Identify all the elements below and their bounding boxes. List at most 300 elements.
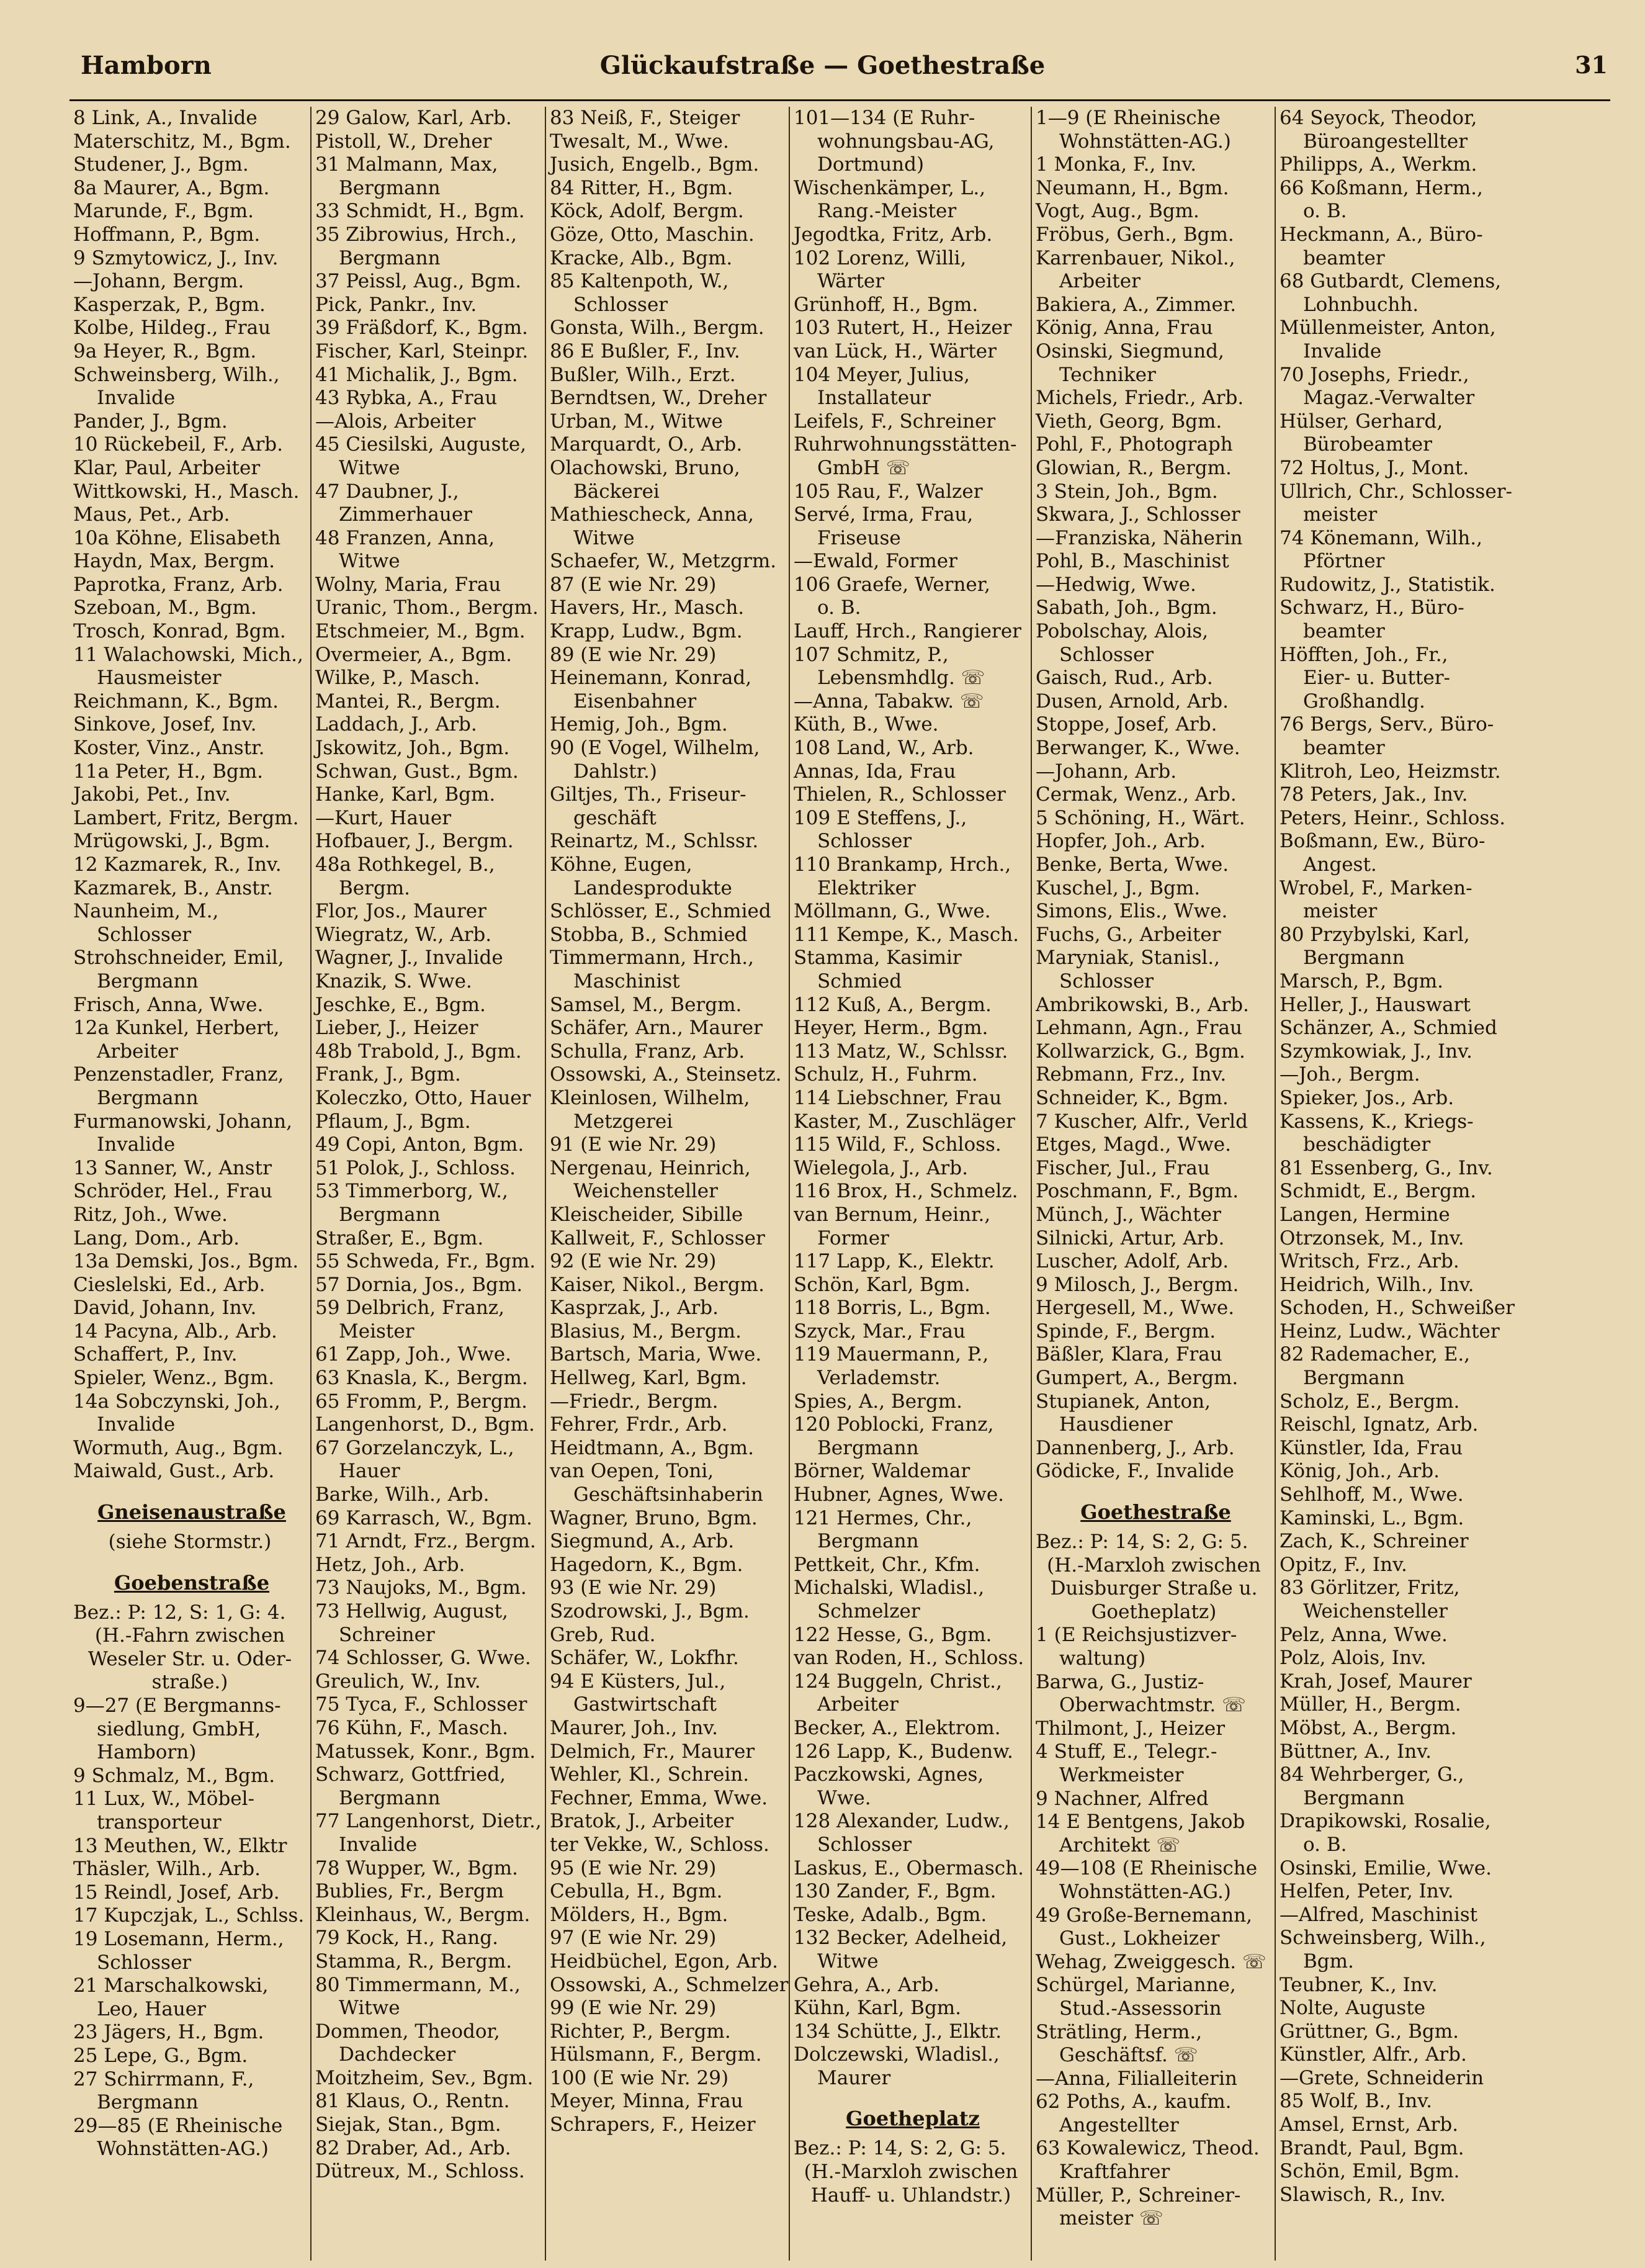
directory-entry: Zimmerhauer — [339, 503, 472, 526]
directory-entry: Schmied — [817, 970, 902, 992]
directory-entry: 65 Fromm, P., Bergm. — [315, 1390, 527, 1413]
directory-entry: Maschinist — [573, 970, 680, 992]
directory-entry: König, Anna, Frau — [1036, 317, 1213, 340]
directory-entry: Hoffmann, P., Bgm. — [73, 223, 261, 246]
directory-entry: 4 Stuff, E., Telegr.- — [1036, 1740, 1217, 1763]
directory-entry: Wischenkämper, L., — [794, 176, 986, 199]
column-5 — [1031, 107, 1276, 2261]
directory-entry: 103 Rutert, H., Heizer — [794, 317, 1012, 340]
directory-entry: 78 Peters, Jak., Inv. — [1280, 783, 1468, 806]
directory-entry: Kasperzak, P., Bgm. — [73, 293, 266, 316]
directory-entry: Heller, J., Hauswart — [1280, 993, 1471, 1016]
directory-entry: 106 Graefe, Werner, — [794, 573, 991, 596]
directory-entry: Großhandlg. — [1303, 690, 1425, 713]
directory-entry: Wehag, Zweiggesch. ☏ — [1036, 1950, 1266, 1973]
directory-entry: Kaster, M., Zuschläger — [794, 1110, 1015, 1133]
directory-entry: Twesalt, M., Wwe. — [550, 130, 729, 153]
directory-entry: Penzenstadler, Franz, — [73, 1063, 284, 1086]
directory-entry: Kaiser, Nikol., Bergm. — [550, 1273, 764, 1296]
directory-entry: Meister — [339, 1320, 415, 1343]
directory-entry: waltung) — [1059, 1647, 1146, 1670]
directory-entry: o. B. — [1303, 200, 1347, 223]
directory-entry: 92 (E wie Nr. 29) — [550, 1250, 717, 1273]
directory-entry: 74 Könemann, Wilh., — [1280, 526, 1482, 549]
directory-entry: Blasius, M., Bergm. — [550, 1320, 742, 1343]
directory-entry: Invalide — [97, 1413, 176, 1436]
directory-entry: 61 Zapp, Joh., Wwe. — [315, 1343, 511, 1366]
directory-entry: Friseuse — [817, 526, 901, 549]
directory-entry: Invalide — [97, 1133, 176, 1156]
directory-entry: Uranic, Thom., Bergm. — [315, 596, 539, 619]
directory-entry: Lohnbuchh. — [1303, 293, 1419, 316]
directory-entry: Berndtsen, W., Dreher — [550, 387, 767, 410]
street-heading: Gneisenaustraße — [97, 1500, 286, 1524]
directory-entry: Lang, Dom., Arb. — [73, 1226, 240, 1249]
directory-entry: Schweinsberg, Wilh., — [1280, 1927, 1486, 1950]
page-number: 31 — [1575, 51, 1608, 79]
directory-entry: Pick, Pankr., Inv. — [315, 293, 477, 316]
directory-entry: Metzgerei — [573, 1110, 673, 1133]
directory-entry: Amsel, Ernst, Arb. — [1280, 2113, 1459, 2136]
directory-entry: Landesprodukte — [573, 876, 732, 899]
directory-entry: Schröder, Hel., Frau — [73, 1180, 272, 1203]
directory-entry: Lieber, J., Heizer — [315, 1017, 478, 1040]
directory-entry: 14a Sobczynski, Joh., — [73, 1390, 280, 1413]
directory-entry: Bäßler, Klara, Frau — [1036, 1343, 1222, 1366]
directory-entry: Furmanowski, Johann, — [73, 1110, 292, 1133]
directory-entry: Wwe. — [817, 1786, 871, 1809]
directory-entry: Delmich, Fr., Maurer — [550, 1740, 755, 1763]
directory-entry: 8a Maurer, A., Bgm. — [73, 176, 270, 199]
directory-entry: Maus, Pet., Arb. — [73, 503, 230, 526]
directory-entry: 91 (E wie Nr. 29) — [550, 1133, 717, 1156]
directory-entry: Naunheim, M., — [73, 900, 219, 923]
directory-entry: Stud.-Assessorin — [1059, 1997, 1222, 2020]
directory-entry: beschädigter — [1303, 1133, 1431, 1156]
street-note: (H.-Marxloh zwischen — [804, 2161, 1018, 2184]
directory-entry: Elektriker — [817, 876, 916, 899]
directory-entry: Möllmann, G., Wwe. — [794, 900, 991, 923]
directory-entry: 9 Schmalz, M., Bgm. — [73, 1764, 276, 1787]
directory-entry: Schlosser — [1059, 970, 1154, 992]
directory-entry: 48a Rothkegel, B., — [315, 853, 495, 876]
directory-entry: —Franziska, Näherin — [1036, 526, 1243, 549]
directory-entry: 49—108 (E Rheinische — [1036, 1857, 1258, 1880]
directory-entry: Siejak, Stan., Bgm. — [315, 2113, 501, 2136]
directory-entry: 13 Meuthen, W., Elktr — [73, 1834, 287, 1857]
directory-entry: Kühn, Karl, Bgm. — [794, 1997, 962, 2020]
directory-entry: 83 Görlitzer, Fritz, — [1280, 1577, 1460, 1600]
directory-entry: Spieler, Wenz., Bgm. — [73, 1367, 275, 1390]
directory-entry: 126 Lapp, K., Budenw. — [794, 1740, 1013, 1763]
directory-entry: Schlosser — [97, 1951, 192, 1974]
directory-entry: wohnungsbau-AG, — [817, 130, 995, 153]
directory-entry: Witwe — [339, 456, 400, 479]
directory-entry: Klar, Paul, Arbeiter — [73, 456, 261, 479]
directory-entry: Witwe — [339, 1997, 400, 2020]
directory-entry: Bez.: P: 14, S: 2, G: 5. — [1036, 1531, 1248, 1554]
directory-entry: Etges, Magd., Wwe. — [1036, 1133, 1231, 1156]
directory-entry: Schäfer, Arn., Maurer — [550, 1017, 763, 1040]
directory-entry: Richter, P., Bergm. — [550, 2020, 731, 2043]
directory-entry: Hopfer, Joh., Arb. — [1036, 830, 1206, 853]
directory-entry: Mölders, H., Bgm. — [550, 1903, 728, 1926]
directory-entry: 72 Holtus, J., Mont. — [1280, 456, 1469, 479]
directory-entry: Mrügowski, J., Bgm. — [73, 830, 271, 853]
directory-entry: Kasprzak, J., Arb. — [550, 1297, 719, 1320]
directory-entry: Schön, Karl, Bgm. — [794, 1273, 970, 1296]
directory-entry: —Friedr., Bergm. — [550, 1390, 719, 1413]
directory-entry: 25 Lepe, G., Bgm. — [73, 2044, 248, 2067]
directory-entry: Heinemann, Konrad, — [550, 667, 752, 690]
directory-entry: Stoppe, Josef, Arb. — [1036, 713, 1217, 736]
directory-entry: Brandt, Paul, Bgm. — [1280, 2136, 1464, 2159]
directory-entry: Kaminski, L., Bgm. — [1280, 1506, 1464, 1529]
directory-entry: Stobba, B., Schmied — [550, 923, 748, 946]
directory-entry: 57 Dornia, Jos., Bgm. — [315, 1273, 523, 1296]
directory-entry: Cieslelski, Ed., Arb. — [73, 1273, 266, 1296]
directory-entry: Müller, P., Schreiner- — [1036, 2184, 1241, 2207]
directory-entry: Giltjes, Th., Friseur- — [550, 783, 746, 806]
directory-entry: 79 Kock, H., Rang. — [315, 1927, 498, 1950]
directory-entry: —Alois, Arbeiter — [315, 410, 476, 433]
directory-entry: Glowian, R., Bergm. — [1036, 456, 1232, 479]
column-1 — [69, 107, 310, 2261]
directory-entry: 114 Liebschner, Frau — [794, 1086, 1002, 1109]
directory-entry: Haydn, Max, Bergm. — [73, 550, 276, 573]
directory-entry: Olachowski, Bruno, — [550, 456, 740, 479]
directory-entry: Otrzonsek, M., Inv. — [1280, 1226, 1464, 1249]
directory-entry: Jegodtka, Fritz, Arb. — [794, 223, 993, 246]
directory-entry: Rang.-Meister — [817, 200, 957, 223]
directory-entry: 81 Klaus, O., Rentn. — [315, 2090, 510, 2113]
directory-entry: Künstler, Ida, Frau — [1280, 1436, 1463, 1459]
directory-entry: Invalide — [1303, 340, 1382, 362]
directory-entry: —Johann, Bergm. — [73, 270, 244, 293]
directory-entry: 84 Ritter, H., Bgm. — [550, 176, 733, 199]
directory-entry: Lehmann, Agn., Frau — [1036, 1017, 1242, 1040]
directory-entry: beamter — [1303, 246, 1385, 269]
directory-entry: Fischer, Jul., Frau — [1036, 1156, 1210, 1179]
directory-entry: Hubner, Agnes, Wwe. — [794, 1483, 1005, 1506]
directory-entry: 69 Karrasch, W., Bgm. — [315, 1506, 532, 1529]
directory-entry: Geschäftsinhaberin — [573, 1483, 763, 1506]
directory-entry: ter Vekke, W., Schloss. — [550, 1833, 769, 1856]
directory-entry: 76 Bergs, Serv., Büro- — [1280, 713, 1494, 736]
running-head-district: Hamborn — [81, 51, 212, 80]
directory-entry: —Anna, Tabakw. ☏ — [794, 690, 984, 713]
directory-entry: Becker, A., Elektrom. — [794, 1716, 1001, 1739]
directory-entry: Schürgel, Marianne, — [1036, 1974, 1236, 1997]
directory-entry: —Joh., Bergm. — [1280, 1063, 1420, 1086]
directory-entry: Siegmund, A., Arb. — [550, 1530, 735, 1553]
directory-entry: Fehrer, Frdr., Arb. — [550, 1413, 728, 1436]
directory-entry: 35 Zibrowius, Hrch., — [315, 223, 518, 246]
directory-entry: Schwarz, Gottfried, — [315, 1763, 506, 1786]
directory-entry: 85 Wolf, B., Inv. — [1280, 2090, 1432, 2113]
directory-entry: Wohnstätten-AG.) — [1059, 130, 1231, 153]
directory-entry: 73 Hellwig, August, — [315, 1600, 508, 1622]
directory-entry: König, Joh., Arb. — [1280, 1460, 1440, 1483]
directory-entry: Installateur — [817, 387, 931, 410]
directory-entry: geschäft — [573, 806, 657, 829]
directory-entry: Mathiescheck, Anna, — [550, 503, 754, 526]
directory-entry: Oberwachtmstr. ☏ — [1059, 1694, 1246, 1717]
directory-entry: 49 Große-Bernemann, — [1036, 1904, 1252, 1927]
directory-entry: Pettkeit, Chr., Kfm. — [794, 1553, 980, 1576]
directory-entry: 70 Josephs, Friedr., — [1280, 363, 1469, 386]
directory-entry: 122 Hesse, G., Bgm. — [794, 1623, 992, 1646]
directory-entry: Hülser, Gerhard, — [1280, 410, 1443, 433]
directory-entry: Heckmann, A., Büro- — [1280, 223, 1483, 246]
directory-entry: Arbeiter — [1059, 270, 1141, 293]
directory-entry: Jeschke, E., Bgm. — [315, 993, 486, 1016]
directory-entry: Lambert, Fritz, Bergm. — [73, 806, 299, 829]
directory-entry: Weichensteller — [1303, 1600, 1448, 1622]
directory-entry: 9—27 (E Bergmanns- — [73, 1694, 281, 1717]
street-heading: Goetheplatz — [846, 2107, 980, 2131]
directory-entry: Pohl, F., Photograph — [1036, 433, 1233, 456]
directory-entry: Bergmann — [817, 1436, 919, 1459]
directory-entry: —Ewald, Former — [794, 550, 957, 573]
directory-entry: van Roden, H., Schloss. — [794, 1647, 1024, 1670]
directory-entry: 21 Marschalkowski, — [73, 1974, 269, 1997]
directory-entry: Verlademstr. — [817, 1367, 941, 1390]
directory-entry: Weichensteller — [573, 1180, 718, 1203]
directory-entry: 109 E Steffens, J., — [794, 806, 967, 829]
directory-entry: 48 Franzen, Anna, — [315, 526, 495, 549]
directory-entry: 3 Stein, Joh., Bgm. — [1036, 480, 1218, 503]
directory-entry: Kuschel, J., Bgm. — [1036, 876, 1201, 899]
directory-entry: beamter — [1303, 737, 1385, 760]
directory-entry: Schwan, Gust., Bgm. — [315, 760, 519, 783]
directory-entry: Teubner, K., Inv. — [1280, 1973, 1438, 1996]
directory-entry: Straßer, E., Bgm. — [315, 1226, 484, 1249]
directory-entry: 1 (E Reichsjustizver- — [1036, 1624, 1237, 1647]
directory-entry: Stamma, R., Bergm. — [315, 1950, 513, 1973]
directory-entry: Hemig, Joh., Bgm. — [550, 713, 728, 736]
directory-entry: Hetz, Joh., Arb. — [315, 1553, 465, 1576]
directory-entry: 90 (E Vogel, Wilhelm, — [550, 737, 760, 760]
column-4 — [789, 107, 1032, 2261]
directory-entry: Greb, Rud. — [550, 1623, 656, 1646]
directory-entry: Thilmont, J., Heizer — [1036, 1717, 1226, 1740]
directory-entry: 1 Monka, F., Inv. — [1036, 153, 1197, 176]
directory-entry: Klitroh, Leo, Heizmstr. — [1280, 760, 1501, 783]
directory-entry: 5 Schöning, H., Wärt. — [1036, 806, 1245, 829]
directory-entry: Langenhorst, D., Bgm. — [315, 1413, 535, 1436]
directory-entry: 74 Schlosser, G. Wwe. — [315, 1647, 531, 1670]
directory-entry: Bergmann — [97, 1086, 199, 1109]
directory-entry: 45 Ciesilski, Auguste, — [315, 433, 527, 456]
directory-entry: Reichmann, K., Bgm. — [73, 690, 279, 713]
directory-entry: Thielen, R., Schlosser — [794, 783, 1006, 806]
directory-entry: 10 Rückebeil, F., Arb. — [73, 433, 283, 456]
directory-entry: Bergmann — [817, 1530, 919, 1553]
directory-entry: 10a Köhne, Elisabeth — [73, 526, 281, 549]
directory-entry: 73 Naujoks, M., Bgm. — [315, 1577, 527, 1600]
directory-entry: Invalide — [339, 1833, 418, 1856]
directory-entry: Kraftfahrer — [1059, 2161, 1170, 2184]
directory-entry: —Alfred, Maschinist — [1280, 1903, 1478, 1926]
street-note: Goetheplatz) — [1091, 1600, 1217, 1623]
directory-entry: Schmelzer — [817, 1600, 920, 1622]
directory-entry: 31 Malmann, Max, — [315, 153, 498, 176]
directory-entry: Servé, Irma, Frau, — [794, 503, 974, 526]
directory-entry: Ossowski, A., Steinsetz. — [550, 1063, 782, 1086]
directory-entry: Paczkowski, Agnes, — [794, 1763, 984, 1786]
directory-entry: Reischl, Ignatz, Arb. — [1280, 1413, 1479, 1436]
directory-entry: Heidtmann, A., Bgm. — [550, 1436, 754, 1459]
directory-entry: 134 Schütte, J., Elktr. — [794, 2020, 1002, 2043]
directory-entry: 113 Matz, W., Schlssr. — [794, 1040, 1008, 1063]
directory-entry: van Lück, H., Wärter — [794, 340, 997, 362]
directory-entry: 41 Michalik, J., Bgm. — [315, 363, 518, 386]
directory-entry: Fuchs, G., Arbeiter — [1036, 923, 1221, 946]
directory-entry: Thäsler, Wilh., Arb. — [73, 1858, 261, 1881]
directory-entry: Angestellter — [1059, 2113, 1179, 2136]
directory-entry: 110 Brankamp, Hrch., — [794, 853, 1011, 876]
directory-entry: Schaefer, W., Metzgrm. — [550, 550, 777, 573]
directory-entry: Annas, Ida, Frau — [794, 760, 956, 783]
directory-entry: Maiwald, Gust., Arb. — [73, 1460, 275, 1483]
directory-entry: 37 Peissl, Aug., Bgm. — [315, 270, 522, 293]
directory-entry: Wilke, P., Masch. — [315, 667, 480, 690]
directory-entry: 111 Kempe, K., Masch. — [794, 923, 1020, 946]
directory-entry: 13 Sanner, W., Anstr — [73, 1156, 272, 1179]
directory-entry: 97 (E wie Nr. 29) — [550, 1927, 717, 1950]
directory-entry: Writsch, Frz., Arb. — [1280, 1250, 1459, 1273]
directory-entry: Ruhrwohnungsstätten- — [794, 433, 1017, 456]
directory-entry: Langen, Hermine — [1280, 1203, 1450, 1226]
directory-entry: 53 Timmerborg, W., — [315, 1180, 508, 1203]
directory-entry: Müller, H., Bergm. — [1280, 1693, 1461, 1716]
directory-entry: 81 Essenberg, G., Inv. — [1280, 1156, 1493, 1179]
directory-entry: Ossowski, A., Schmelzer — [550, 1973, 789, 1996]
directory-entry: 93 (E wie Nr. 29) — [550, 1577, 717, 1600]
directory-entry: Schlösser, E., Schmied — [550, 900, 771, 923]
directory-entry: Fischer, Karl, Steinpr. — [315, 340, 529, 362]
directory-entry: Sinkove, Josef, Inv. — [73, 713, 257, 736]
directory-entry: Simons, Elis., Wwe. — [1036, 900, 1228, 923]
directory-entry: Pflaum, J., Bgm. — [315, 1110, 471, 1133]
directory-entry: 1—9 (E Rheinische — [1036, 107, 1221, 129]
directory-entry: 117 Lapp, K., Elektr. — [794, 1250, 995, 1273]
directory-entry: Schlosser — [1059, 643, 1154, 666]
directory-entry: 77 Langenhorst, Dietr., — [315, 1810, 542, 1833]
directory-entry: Techniker — [1059, 363, 1156, 386]
directory-entry: Bergmann — [339, 1203, 441, 1226]
directory-entry: Heyer, Herm., Bgm. — [794, 1017, 988, 1040]
directory-entry: Paprotka, Franz, Arb. — [73, 573, 284, 596]
directory-entry: Bergm. — [339, 876, 411, 899]
directory-entry: Wiegratz, W., Arb. — [315, 923, 492, 946]
directory-entry: 63 Kowalewicz, Theod. — [1036, 2137, 1260, 2160]
directory-entry: Pobolschay, Alois, — [1036, 620, 1209, 643]
directory-entry: Maurer — [817, 2066, 891, 2089]
directory-entry: Schön, Emil, Bgm. — [1280, 2160, 1460, 2183]
directory-entry: Bez.: P: 14, S: 2, G: 5. — [794, 2137, 1006, 2160]
directory-entry: Berwanger, K., Wwe. — [1036, 737, 1240, 760]
directory-entry: 19 Losemann, Herm., — [73, 1927, 284, 1950]
directory-entry: 87 (E wie Nr. 29) — [550, 573, 717, 596]
directory-entry: Bergmann — [1303, 1786, 1405, 1809]
directory-entry: 11 Walachowski, Mich., — [73, 643, 303, 666]
directory-entry: 101—134 (E Ruhr- — [794, 107, 975, 129]
directory-entry: Schreiner — [339, 1623, 435, 1646]
directory-entry: 29 Galow, Karl, Arb. — [315, 107, 512, 129]
directory-entry: Bergmann — [339, 246, 441, 269]
directory-entry: 83 Neiß, F., Steiger — [550, 107, 740, 129]
directory-entry: 7 Kuscher, Alfr., Verld — [1036, 1110, 1248, 1133]
running-head-streets: Glückaufstraße — Goethestraße — [599, 51, 1046, 80]
directory-entry: Schwarz, H., Büro- — [1280, 596, 1464, 619]
directory-entry: Büttner, A., Inv. — [1280, 1740, 1432, 1763]
directory-entry: 47 Daubner, J., — [315, 480, 459, 503]
directory-entry: Heidrich, Wilh., Inv. — [1280, 1273, 1474, 1296]
directory-entry: 104 Meyer, Julius, — [794, 363, 970, 386]
directory-entry: 94 E Küsters, Jul., — [550, 1670, 726, 1693]
directory-entry: Küth, B., Wwe. — [794, 713, 939, 736]
directory-entry: Bez.: P: 12, S: 1, G: 4. — [73, 1601, 286, 1624]
directory-entry: Osinski, Emilie, Wwe. — [1280, 1856, 1492, 1879]
directory-entry: Hofbauer, J., Bergm. — [315, 830, 514, 853]
directory-entry: Werkmeister — [1059, 1763, 1184, 1786]
street-note: Hauff- u. Uhlandstr.) — [810, 2184, 1011, 2207]
directory-entry: Gastwirtschaft — [573, 1693, 717, 1716]
directory-entry: Wagner, Bruno, Bgm. — [550, 1506, 758, 1529]
directory-entry: Marsch, P., Bgm. — [1280, 970, 1443, 992]
directory-entry: Kleinhaus, W., Bergm. — [315, 1903, 531, 1926]
directory-entry: 99 (E wie Nr. 29) — [550, 1997, 717, 2020]
directory-entry: Sabath, Joh., Bgm. — [1036, 596, 1217, 619]
directory-entry: Wehler, Kl., Schrein. — [550, 1763, 750, 1786]
directory-entry: Müllenmeister, Anton, — [1280, 317, 1496, 340]
directory-entry: Schänzer, A., Schmied — [1280, 1017, 1497, 1040]
directory-entry: Spinde, F., Bergm. — [1036, 1320, 1216, 1343]
directory-entry: Dommen, Theodor, — [315, 2020, 500, 2043]
directory-entry: Marunde, F., Bgm. — [73, 200, 254, 223]
directory-entry: Marquardt, O., Arb. — [550, 433, 743, 456]
street-heading: Goethestraße — [1080, 1500, 1231, 1524]
directory-entry: 86 E Bußler, F., Inv. — [550, 340, 740, 362]
directory-entry: 130 Zander, F., Bgm. — [794, 1880, 997, 1903]
directory-entry: Osinski, Siegmund, — [1036, 340, 1224, 362]
directory-entry: 11 Lux, W., Möbel- — [73, 1788, 255, 1811]
directory-entry: Stamma, Kasimir — [794, 947, 962, 970]
directory-entry: Gödicke, F., Invalide — [1036, 1460, 1234, 1483]
directory-entry: Dolczewski, Wladisl., — [794, 2043, 1000, 2066]
directory-entry: 64 Seyock, Theodor, — [1280, 107, 1477, 129]
directory-entry: Zach, K., Schreiner — [1280, 1530, 1469, 1553]
directory-entry: Heinz, Ludw., Wächter — [1280, 1320, 1500, 1343]
directory-entry: Bublies, Fr., Bergm — [315, 1880, 504, 1903]
directory-entry: 29—85 (E Rheinische — [73, 2114, 283, 2137]
directory-entry: Moitzheim, Sev., Bgm. — [315, 2066, 534, 2089]
directory-entry: Schoden, H., Schweißer — [1280, 1297, 1515, 1320]
directory-entry: Kassens, K., Kriegs- — [1280, 1110, 1474, 1133]
directory-entry: Künstler, Alfr., Arb. — [1280, 2043, 1467, 2066]
directory-entry: van Oepen, Toni, — [550, 1460, 714, 1483]
directory-entry: 82 Rademacher, E., — [1280, 1343, 1471, 1366]
directory-entry: transporteur — [97, 1811, 222, 1834]
directory-entry: 80 Timmermann, M., — [315, 1973, 521, 1996]
directory-entry: Bergmann — [1303, 947, 1405, 970]
directory-entry: Stupianek, Anton, — [1036, 1390, 1211, 1413]
directory-entry: Schneider, K., Bgm. — [1036, 1086, 1229, 1109]
directory-entry: meister — [1303, 900, 1378, 923]
directory-entry: Schäfer, W., Lokfhr. — [550, 1647, 739, 1670]
